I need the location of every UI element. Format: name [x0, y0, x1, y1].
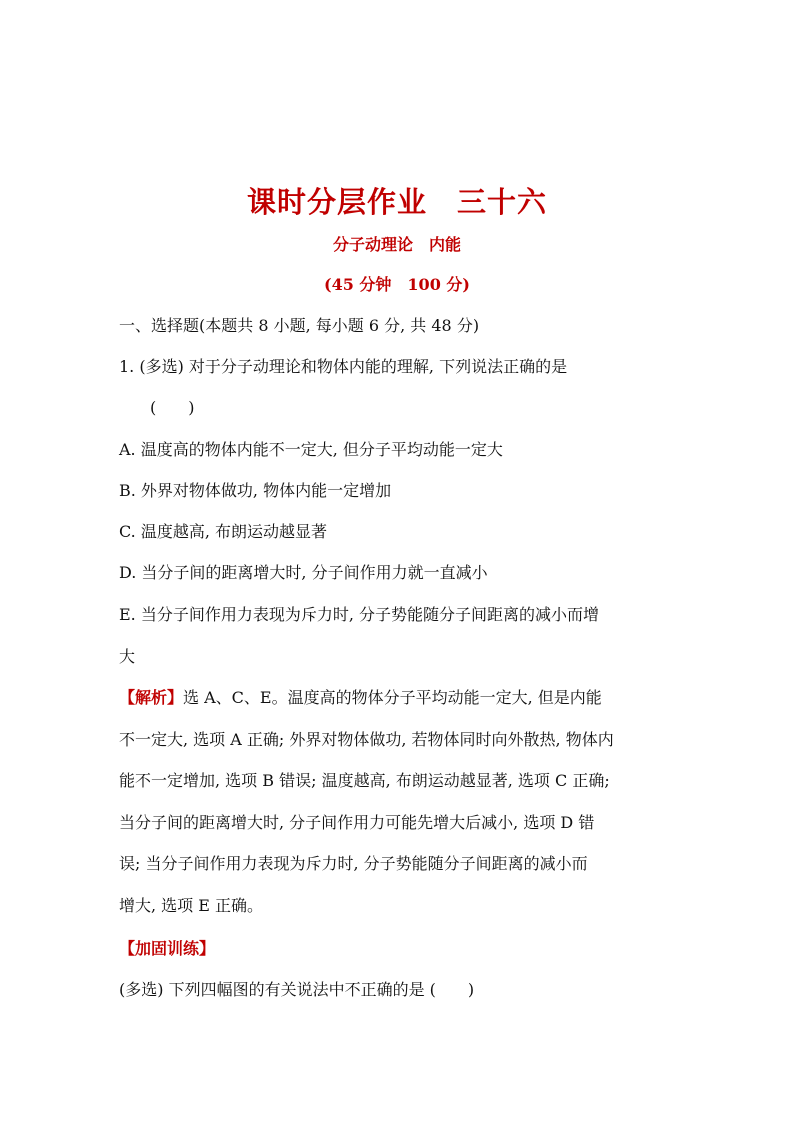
analysis-line-4: 当分子间的距离增大时, 分子间作用力可能先增大后减小, 选项 D 错 [119, 813, 595, 832]
time-score-note: (45 分钟 100 分) [324, 275, 470, 294]
analysis-line-3: 能不一定增加, 选项 B 错误; 温度越高, 布朗运动越显著, 选项 C 正确; [119, 771, 610, 790]
option-e-continued: 大 [119, 647, 136, 666]
reinforce-label: 【加固训练】 [119, 939, 216, 958]
page-subtitle: 分子动理论 内能 [332, 235, 461, 254]
analysis-line-5: 误; 当分子间作用力表现为斥力时, 分子势能随分子间距离的减小而 [119, 854, 588, 873]
option-d: D. 当分子间的距离增大时, 分子间作用力就一直减小 [119, 563, 488, 582]
analysis-label: 【解析】 [119, 688, 184, 707]
option-b: B. 外界对物体做功, 物体内能一定增加 [119, 481, 392, 500]
option-a: A. 温度高的物体内能不一定大, 但分子平均动能一定大 [119, 440, 503, 459]
question-1-answer-blank: ( ) [150, 398, 195, 417]
section-heading: 一、选择题(本题共 8 小题, 每小题 6 分, 共 48 分) [119, 316, 480, 335]
option-e: E. 当分子间作用力表现为斥力时, 分子势能随分子间距离的减小而增 [119, 605, 600, 624]
page-title: 课时分层作业 三十六 [246, 185, 547, 219]
reinforce-question: (多选) 下列四幅图的有关说法中不正确的是 ( ) [119, 980, 475, 999]
question-1-stem: 1. (多选) 对于分子动理论和物体内能的理解, 下列说法正确的是 [119, 357, 568, 376]
option-c: C. 温度越高, 布朗运动越显著 [119, 522, 328, 541]
analysis-text: 选 A、C、E。温度高的物体分子平均动能一定大, 但是内能 [183, 688, 602, 707]
analysis-line-6: 增大, 选项 E 正确。 [119, 896, 264, 915]
analysis-line-2: 不一定大, 选项 A 正确; 外界对物体做功, 若物体同时向外散热, 物体内 [119, 730, 614, 749]
analysis-line-1 [119, 687, 602, 709]
